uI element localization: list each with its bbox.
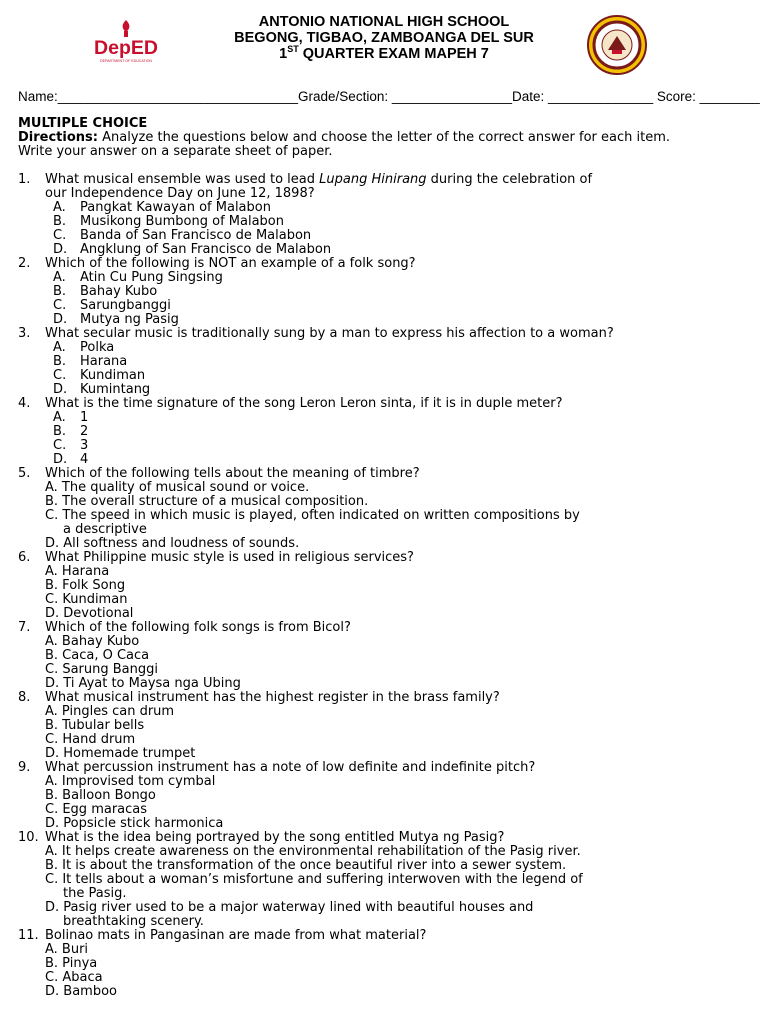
- answer-option: B. Balloon Bongo: [45, 788, 156, 803]
- question-text: Bolinao mats in Pangasinan are made from what material?: [45, 928, 427, 943]
- question-8: [18, 691, 753, 705]
- question-6: [18, 551, 753, 565]
- question-number: 5.: [18, 466, 31, 481]
- school-heading: [0, 14, 768, 62]
- deped-logo-text: DepED: [94, 38, 158, 59]
- exam-title-ordinal: ST: [287, 44, 299, 55]
- date-field: Date: ______________: [511, 89, 654, 104]
- question-1: [18, 173, 753, 187]
- answer-option-continued: a descriptive: [63, 522, 147, 537]
- question-5: [18, 467, 753, 481]
- answer-option: C. Egg maracas: [45, 802, 148, 817]
- option-letter: B.: [53, 284, 67, 299]
- option-text: Kundiman: [80, 368, 146, 383]
- answer-option: [18, 271, 753, 285]
- option-letter: C.: [53, 298, 67, 313]
- answer-option: B. Tubular bells: [45, 718, 145, 733]
- answer-option-continued: the Pasig.: [63, 886, 127, 901]
- question-11: [18, 929, 753, 943]
- answer-option: D. Devotional: [45, 606, 134, 621]
- answer-option: B. The overall structure of a musical composition.: [45, 494, 369, 509]
- answer-option: D. All softness and loudness of sounds.: [45, 536, 300, 551]
- answer-option: [18, 411, 753, 425]
- question-number: 7.: [18, 620, 31, 635]
- answer-option: [18, 215, 753, 229]
- option-letter: C.: [53, 228, 67, 243]
- directions-label: Directions:: [18, 130, 98, 145]
- answer-option: C. Kundiman: [45, 592, 128, 607]
- answer-option: C. The speed in which music is played, often indicated on written compositions by: [45, 508, 580, 523]
- directions-line-2: Write your answer on a separate sheet of paper.: [18, 144, 333, 159]
- answer-option: [18, 201, 753, 215]
- exam-title-number: 1: [279, 46, 288, 62]
- question-text: What is the time signature of the song Leron Leron sinta, if it is in duple meter?: [45, 396, 563, 411]
- option-text: 1: [80, 410, 89, 425]
- option-letter: D.: [53, 382, 68, 397]
- score-field: Score: ________: [656, 89, 760, 104]
- question-list: [18, 173, 753, 999]
- exam-title: [0, 46, 768, 62]
- answer-option: [18, 453, 753, 467]
- answer-option-continued: breathtaking scenery.: [63, 914, 204, 929]
- directions-text: Analyze the questions below and choose the letter of the correct answer for each item.: [97, 130, 670, 145]
- question-text: What musical instrument has the highest register in the brass family?: [45, 690, 500, 705]
- answer-option: [18, 313, 753, 327]
- option-text: Mutya ng Pasig: [80, 312, 179, 327]
- answer-option: C. Abaca: [45, 970, 103, 985]
- exam-title-rest: QUARTER EXAM MAPEH 7: [298, 46, 489, 62]
- answer-option: [18, 383, 753, 397]
- option-letter: D.: [53, 312, 68, 327]
- option-text: Kumintang: [80, 382, 151, 397]
- option-letter: A.: [53, 270, 66, 285]
- question-text-italic: Lupang Hinirang: [319, 172, 427, 187]
- answer-option: A. Harana: [45, 564, 110, 579]
- answer-option: B. Pinya: [45, 956, 98, 971]
- option-text: 4: [80, 452, 89, 467]
- option-letter: A.: [53, 200, 66, 215]
- section-title: MULTIPLE CHOICE: [18, 116, 148, 131]
- answer-option: D. Homemade trumpet: [45, 746, 196, 761]
- option-letter: D.: [53, 452, 68, 467]
- grade-section-field: Grade/Section: ________________: [298, 89, 512, 104]
- question-2: [18, 257, 753, 271]
- question-4: [18, 397, 753, 411]
- answer-option: A. The quality of musical sound or voice.: [45, 480, 310, 495]
- question-text: [45, 173, 592, 187]
- question-number: 2.: [18, 256, 31, 271]
- question-number: 10.: [18, 830, 39, 845]
- answer-option: D. Pasig river used to be a major waterway lined with beautiful houses and: [45, 900, 534, 915]
- option-text: 2: [80, 424, 89, 439]
- spacer: [18, 159, 753, 173]
- option-text: Pangkat Kawayan of Malabon: [80, 200, 271, 215]
- answer-option: A. Improvised tom cymbal: [45, 774, 216, 789]
- answer-option: D. Ti Ayat to Maysa nga Ubing: [45, 676, 241, 691]
- option-letter: A.: [53, 410, 66, 425]
- answer-option: [18, 355, 753, 369]
- option-text: 3: [80, 438, 89, 453]
- question-number: 11.: [18, 928, 39, 943]
- answer-option: [18, 425, 753, 439]
- school-seal-icon: [584, 14, 650, 76]
- question-text-pre: What musical ensemble was used to lead: [45, 172, 320, 187]
- answer-option: C. Sarung Banggi: [45, 662, 159, 677]
- answer-option: [18, 243, 753, 257]
- question-text-continued: our Independence Day on June 12, 1898?: [45, 186, 315, 201]
- option-text: Atin Cu Pung Singsing: [80, 270, 223, 285]
- answer-option: A. Buri: [45, 942, 89, 957]
- question-7: [18, 621, 753, 635]
- option-letter: A.: [53, 340, 66, 355]
- option-text: Polka: [80, 340, 115, 355]
- question-3: [18, 327, 753, 341]
- exam-content: [18, 117, 753, 999]
- student-info-line: [18, 89, 758, 105]
- question-9: [18, 761, 753, 775]
- answer-option: D. Popsicle stick harmonica: [45, 816, 224, 831]
- question-number: 1.: [18, 172, 31, 187]
- answer-option: A. It helps create awareness on the environmental rehabilitation of the Pasig river.: [45, 844, 581, 859]
- option-text: Banda of San Francisco de Malabon: [80, 228, 312, 243]
- answer-option: C. It tells about a woman’s misfortune and suffering interwoven with the legend of: [45, 872, 583, 887]
- question-text: What percussion instrument has a note of low definite and indefinite pitch?: [45, 760, 536, 775]
- answer-option: [18, 229, 753, 243]
- question-text: Which of the following tells about the meaning of timbre?: [45, 466, 420, 481]
- question-text: Which of the following is NOT an example of a folk song?: [45, 256, 416, 271]
- option-letter: B.: [53, 214, 67, 229]
- question-text-post: during the celebration of: [426, 172, 593, 187]
- option-text: Angklung of San Francisco de Malabon: [80, 242, 332, 257]
- question-text: What secular music is traditionally sung by a man to express his affection to a woman?: [45, 326, 614, 341]
- answer-option: A. Bahay Kubo: [45, 634, 140, 649]
- answer-option: [18, 341, 753, 355]
- name-field: Name:________________________________: [18, 89, 299, 104]
- option-letter: B.: [53, 354, 67, 369]
- option-letter: C.: [53, 368, 67, 383]
- question-number: 6.: [18, 550, 31, 565]
- answer-option: A. Pingles can drum: [45, 704, 175, 719]
- answer-option: [18, 369, 753, 383]
- directions-line-1: [18, 131, 753, 145]
- answer-option: B. Caca, O Caca: [45, 648, 150, 663]
- school-name: ANTONIO NATIONAL HIGH SCHOOL: [258, 14, 510, 30]
- question-text: What Philippine music style is used in religious services?: [45, 550, 414, 565]
- answer-option: B. Folk Song: [45, 578, 126, 593]
- answer-option: B. It is about the transformation of the once beautiful river into a sewer system.: [45, 858, 567, 873]
- question-number: 3.: [18, 326, 31, 341]
- option-letter: D.: [53, 242, 68, 257]
- question-10: [18, 831, 753, 845]
- question-text: Which of the following folk songs is from Bicol?: [45, 620, 351, 635]
- question-number: 4.: [18, 396, 31, 411]
- option-text: Harana: [80, 354, 128, 369]
- option-text: Musikong Bumbong of Malabon: [80, 214, 285, 229]
- school-address: BEGONG, TIGBAO, ZAMBOANGA DEL SUR: [234, 30, 534, 46]
- option-text: Sarungbanggi: [80, 298, 171, 313]
- exam-header: [0, 12, 768, 82]
- answer-option: [18, 439, 753, 453]
- question-number: 8.: [18, 690, 31, 705]
- question-number: 9.: [18, 760, 31, 775]
- answer-option: [18, 299, 753, 313]
- option-letter: B.: [53, 424, 67, 439]
- answer-option: D. Bamboo: [45, 984, 117, 999]
- answer-option: [18, 285, 753, 299]
- deped-logo-subtext: DEPARTMENT OF EDUCATION: [100, 58, 153, 63]
- question-text: What is the idea being portrayed by the song entitled Mutya ng Pasig?: [45, 830, 505, 845]
- answer-option: C. Hand drum: [45, 732, 136, 747]
- option-letter: C.: [53, 438, 67, 453]
- option-text: Bahay Kubo: [80, 284, 158, 299]
